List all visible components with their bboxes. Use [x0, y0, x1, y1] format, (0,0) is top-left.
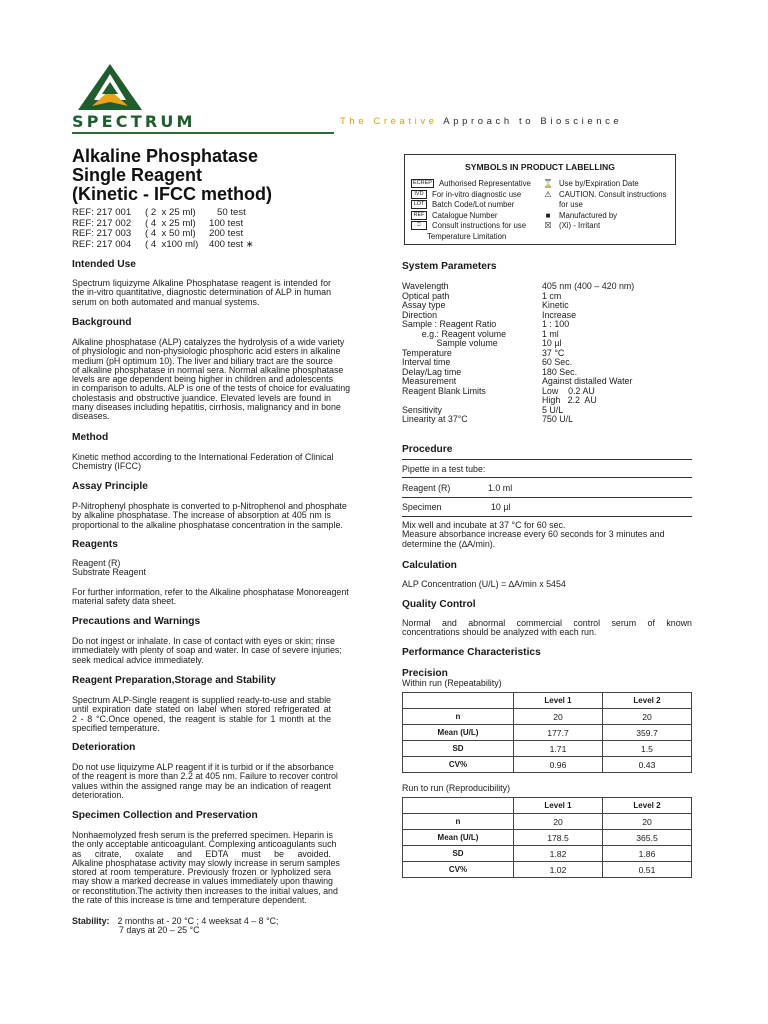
- ref-pack: ( 4 x 25 ml): [145, 217, 196, 229]
- table-cell: 365.5: [603, 830, 692, 846]
- symbol-label: For in-vitro diagnostic use: [432, 189, 522, 199]
- ref-row: [72, 208, 254, 219]
- text-line: Normal and abnormal commercial control serum of known: [402, 618, 692, 628]
- method-text: [72, 452, 334, 472]
- specimen-text: [72, 830, 340, 906]
- stability-line2: 7 days at 20 – 25 °C: [119, 925, 200, 936]
- parameter-value: 1 cm: [542, 290, 562, 301]
- parameter-name: Optical path: [402, 290, 450, 301]
- table-header-row: [403, 693, 692, 709]
- ref-ref: REF: 217 004: [72, 238, 132, 250]
- parameter-value: 37 °C: [542, 347, 565, 358]
- symbol-row: [411, 221, 526, 230]
- row-label: SD: [403, 846, 514, 862]
- table-row: [403, 709, 692, 725]
- text-line: until expiration date stated on label when stored refrigerated at: [72, 704, 331, 715]
- table-row: [403, 741, 692, 757]
- table-cell: 359.7: [603, 725, 692, 741]
- table-cell: 178.5: [514, 830, 603, 846]
- table-cell: 177.7: [514, 725, 603, 741]
- ref-tests: 50 test: [209, 207, 246, 218]
- background-heading: Background: [72, 317, 132, 328]
- warning-icon: ⚠: [544, 189, 552, 199]
- parameter-name: Assay type: [402, 300, 446, 310]
- table-header-row: [403, 798, 692, 814]
- ref-tests: 200 test: [209, 228, 244, 240]
- parameter-row: [402, 415, 634, 425]
- symbol-label: for use: [559, 200, 583, 210]
- text-line: the in-vitro quantitative, diagnostic determination of ALP in human: [72, 287, 331, 298]
- symbol-row: [543, 211, 617, 220]
- text-line: P-Nitrophenyl phosphate is converted to p-Nitrophenol and phosphate: [72, 501, 347, 511]
- symbols-box: [404, 154, 676, 245]
- table-row: [403, 757, 692, 773]
- assay-principle-heading: Assay Principle: [72, 481, 148, 492]
- text-line: material safety data sheet.: [72, 596, 177, 607]
- table-cell: 1.71: [514, 741, 603, 757]
- ec-rep-icon: ECREP: [413, 180, 432, 186]
- reagent-volume-label: Reagent (R): [402, 483, 451, 493]
- procedure-rule-2: [402, 477, 692, 478]
- text-line: Mix well and incubate at 37 °C for 60 sec.: [402, 520, 566, 530]
- text-line: medium (pH optimum 10). The liver and biliary tract are the source: [72, 355, 333, 366]
- parameter-name: Sensitivity: [402, 404, 442, 415]
- parameter-name: Direction: [402, 309, 438, 320]
- parameter-value: 1 : 100: [542, 319, 570, 329]
- parameter-value: 180 Sec.: [542, 366, 578, 377]
- column-header: Level 2: [603, 693, 692, 709]
- text-line: Do not ingest or inhalate. In case of contact with eyes or skin; rinse: [72, 636, 335, 646]
- parameter-value: 5 U/L: [542, 404, 564, 415]
- table-corner-cell: [403, 693, 514, 709]
- parameter-value: Against distalled Water: [542, 376, 633, 386]
- header-rule: [72, 132, 334, 134]
- symbol-row: [543, 179, 639, 188]
- stability-block: [72, 917, 279, 936]
- precision-heading: Precision: [402, 668, 448, 679]
- table-row: [403, 862, 692, 878]
- within-run-label: Within run (Repeatability): [402, 678, 502, 688]
- ref-list: [72, 208, 254, 250]
- lot-icon: LOT: [411, 200, 427, 209]
- precautions-heading: Precautions and Warnings: [72, 616, 201, 627]
- row-label: Mean (U/L): [403, 725, 514, 741]
- row-label: n: [403, 709, 514, 725]
- text-line: Nonhaemolyzed fresh serum is the preferred specimen. Heparin is: [72, 830, 333, 840]
- row-label: CV%: [403, 862, 514, 878]
- text-line: by alkaline phosphatase. The increase of absorption at 405 nm is: [72, 510, 331, 521]
- assay-principle-text: [72, 501, 347, 530]
- ref-pack: ( 4 x100 ml): [145, 238, 199, 250]
- text-line: in comparison to adults. ALP is one of the tests of choice for evaluating: [72, 383, 351, 394]
- text-line: For further information, refer to the Alkaline phosphatase Monoreagent: [72, 587, 349, 597]
- text-line: 2 - 8 °C.Once opened, the reagent is stable for 1 month at the: [72, 713, 331, 724]
- reagent-volume-value: 1.0 ml: [488, 483, 513, 493]
- text-line: stored at room temperature. Previously frozen or lypholized sera: [72, 867, 331, 878]
- system-parameters-heading: System Parameters: [402, 261, 497, 272]
- brand-name: SPECTRUM: [72, 112, 196, 131]
- run-to-run-label: Run to run (Reproducibility): [402, 783, 511, 793]
- symbol-row: [411, 190, 521, 199]
- text-line: Do not use liquizyme ALP reagent if it is turbid or if the absorbance: [72, 762, 334, 772]
- calculation-formula: ALP Concentration (U/L) = ∆A/min x 5454: [402, 579, 566, 589]
- row-label: Mean (U/L): [403, 830, 514, 846]
- quality-control-text: [402, 619, 692, 638]
- procedure-text: [402, 521, 664, 549]
- parameter-value: Increase: [542, 309, 577, 320]
- intended-use-heading: Intended Use: [72, 259, 136, 270]
- text-line: immediately with plenty of soap and water. In case of severe injuries;: [72, 645, 342, 656]
- intended-use-text: [72, 279, 331, 307]
- text-line: Reagent (R): [72, 558, 121, 568]
- ref-tests: 100 test: [209, 217, 244, 229]
- deterioration-heading: Deterioration: [72, 742, 136, 753]
- text-line: Alkaline phosphatase activity may slowly increase in serum samples: [72, 857, 340, 868]
- text-line: cholestasis and obstructive juandice. Elevated levels are found in: [72, 392, 331, 403]
- symbol-label: Catalogue Number: [432, 210, 498, 220]
- parameter-name: Delay/Lag time: [402, 366, 462, 377]
- table-cell: 20: [603, 814, 692, 830]
- parameter-value: Low 0.2 AU: [542, 385, 595, 396]
- book-icon: ⎕: [411, 221, 427, 230]
- reagents-heading: Reagents: [72, 539, 118, 550]
- text-line: Spectrum ALP-Single reagent is supplied ready-to-use and stable: [72, 695, 331, 705]
- text-line: proportional to the alkaline phosphatase concentration in the sample.: [72, 519, 343, 530]
- text-line: Alkaline phosphatase (ALP) catalyzes the hydrolysis of a wide variety: [72, 337, 345, 347]
- text-line: Spectrum liquizyme Alkaline Phosphatase reagent is intended for: [72, 278, 331, 288]
- parameter-value: High 2.2 AU: [542, 395, 597, 405]
- ref-pack: ( 4 x 50 ml): [145, 228, 196, 240]
- symbol-row: [411, 200, 514, 209]
- table-cell: 20: [603, 709, 692, 725]
- parameter-value: 405 nm (400 – 420 nm): [542, 281, 635, 291]
- table-row: [403, 846, 692, 862]
- specimen-volume-value: 10 µl: [491, 502, 511, 512]
- method-heading: Method: [72, 432, 109, 443]
- symbol-label: Manufactured by: [559, 210, 618, 220]
- parameter-value: 1 ml: [542, 328, 559, 339]
- table-cell: 1.86: [603, 846, 692, 862]
- text-line: specified temperature.: [72, 722, 160, 733]
- text-line: Kinetic method according to the International Federation of Clinical: [72, 452, 334, 462]
- reagents-info: [72, 587, 349, 607]
- document-title: Alkaline Phosphatase Single Reagent (Kinetic - IFCC method): [72, 146, 272, 204]
- preparation-text: [72, 696, 331, 733]
- text-line: of the reagent is more than 2.2 at 405 nm. Failure to recover control: [72, 771, 338, 782]
- within-run-table: [402, 692, 692, 773]
- table-cell: 0.43: [603, 757, 692, 773]
- preparation-heading: Reagent Preparation,Storage and Stability: [72, 675, 276, 686]
- symbol-label: Batch Code/Lot number: [432, 200, 515, 210]
- procedure-rule-4: [402, 516, 692, 517]
- text-line: Measure absorbance increase every 60 seconds for 3 minutes and: [402, 529, 665, 540]
- table-cell: 0.96: [514, 757, 603, 773]
- parameter-name: Sample : Reagent Ratio: [402, 319, 497, 329]
- symbol-row: [543, 200, 583, 209]
- stability-line1: 2 months at - 20 °C ; 4 weeksat 4 – 8 °C;: [117, 916, 279, 926]
- symbols-title: SYMBOLS IN PRODUCT LABELLING: [465, 162, 615, 172]
- text-line: many diseases including hepatitis, cirrhosis, malignancy and in bone: [72, 402, 341, 413]
- precautions-text: [72, 636, 342, 665]
- ref-icon: REF: [411, 211, 427, 220]
- parameter-name: Linearity at 37°C: [402, 414, 468, 424]
- procedure-rule-3: [402, 497, 692, 498]
- symbol-label: Temperature Limitation: [427, 232, 507, 241]
- symbol-label: Authorised Representative: [438, 179, 531, 188]
- parameter-name: Wavelength: [402, 281, 449, 291]
- symbol-label: CAUTION. Consult instructions: [559, 189, 667, 199]
- text-line: or reconstitution.The activity then increases to the initial values, and: [72, 885, 338, 896]
- parameter-name: Sample volume: [402, 338, 498, 348]
- parameter-name: Measurement: [402, 376, 457, 386]
- text-line: determine the (∆A/min).: [402, 538, 496, 549]
- ref-ref: REF: 217 002: [72, 217, 132, 229]
- background-text: [72, 337, 351, 422]
- column-header: Level 1: [514, 693, 603, 709]
- irritant-icon: ☒: [544, 221, 552, 231]
- ref-ref: REF: 217 003: [72, 228, 132, 240]
- procedure-rule: [402, 459, 692, 460]
- table-cell: 1.02: [514, 862, 603, 878]
- parameter-value: 60 Sec.: [542, 357, 573, 367]
- ref-pack: ( 2 x 25 ml): [145, 207, 196, 218]
- symbol-row: [543, 190, 666, 199]
- deterioration-text: [72, 762, 338, 800]
- system-parameters-list: [402, 282, 634, 425]
- parameter-name: Interval time: [402, 357, 451, 367]
- parameter-row: [402, 387, 634, 397]
- parameter-value: Kinetic: [542, 300, 569, 310]
- tagline: The Creative Approach to Bioscience: [340, 116, 623, 127]
- symbol-row: [411, 179, 531, 188]
- table-row: [403, 830, 692, 846]
- hourglass-icon: ⌛: [543, 179, 553, 188]
- text-line: deterioration.: [72, 789, 124, 800]
- text-line: diseases.: [72, 411, 110, 422]
- text-line: values within the assigned range may be an indication of reagent: [72, 780, 331, 791]
- symbol-label: (Xi) - Irritant: [559, 221, 601, 231]
- text-line: of physiologic and non-physiologic phosphoric acid esters in alkaline: [72, 346, 341, 357]
- row-label: CV%: [403, 757, 514, 773]
- column-header: Level 1: [514, 798, 603, 814]
- table-row: [403, 725, 692, 741]
- ref-tests: 400 test ∗: [209, 238, 254, 250]
- row-label: n: [403, 814, 514, 830]
- reagents-list: [72, 559, 146, 578]
- parameter-value: 10 µl: [542, 338, 562, 348]
- text-line: as citrate, oxalate and EDTA must be avoided.: [72, 848, 331, 859]
- ref-row: [72, 240, 254, 251]
- parameter-value: 750 U/L: [542, 414, 574, 424]
- text-line: seek medical advice immediately.: [72, 654, 204, 665]
- symbol-row: [543, 221, 600, 230]
- table-cell: 20: [514, 814, 603, 830]
- factory-icon: ■: [545, 210, 551, 220]
- symbol-row: [411, 211, 497, 220]
- text-line: levels are age dependent being higher in children and adolescents: [72, 374, 334, 385]
- text-line: the only acceptable anticoagulant. Complexing anticoagulants such: [72, 839, 337, 850]
- symbol-label: Use by/Expiration Date: [559, 179, 639, 188]
- ivd-icon: IVD: [411, 190, 427, 199]
- text-line: the rate of this increase is time and temperature dependent.: [72, 895, 307, 906]
- table-row: [403, 814, 692, 830]
- parameter-name: Reagent Blank Limits: [402, 385, 486, 396]
- parameter-name: e.g.: Reagent volume: [402, 328, 507, 339]
- procedure-heading: Procedure: [402, 444, 453, 455]
- performance-heading: Performance Characteristics: [402, 647, 541, 658]
- table-cell: 20: [514, 709, 603, 725]
- ref-ref: REF: 217 001: [72, 207, 132, 218]
- table-cell: 0.51: [603, 862, 692, 878]
- text-line: may show a marked decrease in values immediately upon thawing: [72, 876, 333, 887]
- parameter-name: Temperature: [402, 347, 452, 358]
- run-to-run-table: [402, 797, 692, 878]
- quality-control-heading: Quality Control: [402, 599, 476, 610]
- table-cell: 1.5: [603, 741, 692, 757]
- symbol-row: [411, 232, 506, 241]
- specimen-volume-label: Specimen: [402, 502, 442, 512]
- pipette-text: Pipette in a test tube:: [402, 464, 486, 474]
- table-corner-cell: [403, 798, 514, 814]
- text-line: Substrate Reagent: [72, 567, 147, 578]
- text-line: Chemistry (IFCC): [72, 461, 142, 472]
- symbol-label: Consult instructions for use: [432, 221, 527, 231]
- specimen-heading: Specimen Collection and Preservation: [72, 810, 258, 821]
- stability-label: Stability:: [72, 916, 110, 926]
- text-line: of alkaline phosphatase in normal sera. Normal alkaline phosphatase: [72, 364, 344, 375]
- calculation-heading: Calculation: [402, 560, 457, 571]
- row-label: SD: [403, 741, 514, 757]
- text-line: serum on both automated and manual systems.: [72, 296, 260, 307]
- text-line: concentrations should be analyzed with each run.: [402, 627, 597, 638]
- table-cell: 1.82: [514, 846, 603, 862]
- column-header: Level 2: [603, 798, 692, 814]
